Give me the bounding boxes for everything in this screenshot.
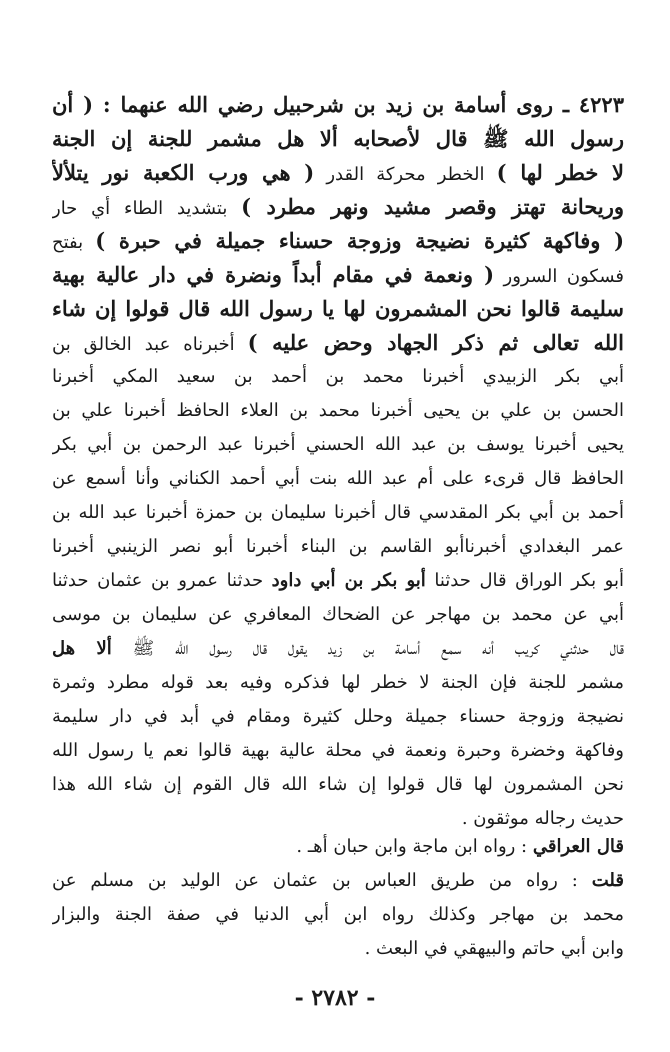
text-segment: الحسن بن علي بن يحيى أخبرنا محمد بن العلاء الحافظ أخبرنا علي بن xyxy=(52,400,624,421)
text-line xyxy=(52,598,624,632)
text-line xyxy=(52,190,624,224)
bold-segment: سليمة قالوا نحن المشمرون لها يا رسول الله قال قولوا إن شاء xyxy=(52,296,624,321)
text-line xyxy=(52,564,624,598)
text-segment: أخبرناه عبد الخالق بن xyxy=(52,334,248,355)
text-segment: وفاكهة وخضرة وحبرة ونعمة في محلة عالية بهية قالوا نعم يا رسول الله xyxy=(52,740,624,761)
text-segment: نضيجة وزوجة حسناء جميلة وحلل كثيرة ومقام في أبد في دار سليمة xyxy=(52,706,624,727)
bold-segment: لا خطر لها ) xyxy=(496,160,624,185)
commentary-block xyxy=(52,830,624,966)
text-segment: أبي بكر الزبيدي أخبرنا محمد بن أحمد بن سعيد المكي أخبرنا xyxy=(52,366,624,387)
text-line xyxy=(52,734,624,768)
bold-segment: الله تعالى ثم ذكر الجهاد وحض عليه ) xyxy=(247,330,624,355)
text-segment: الحافظ قال قرىء على أم عبد الله بنت أبي أحمد الكناني وأنا أسمع عن xyxy=(52,468,624,489)
text-line xyxy=(52,864,624,898)
bold-segment: قلت xyxy=(591,870,624,891)
text-line xyxy=(52,88,624,122)
text-line xyxy=(52,768,624,802)
text-segment: بفتح xyxy=(52,232,96,253)
text-line xyxy=(52,898,624,932)
text-segment: عمر البغدادي أخبرناأبو القاسم بن البناء أخبرنا أبو نصر الزينبي أخبرنا xyxy=(52,536,624,557)
text-line xyxy=(52,122,624,156)
text-line xyxy=(52,428,624,462)
text-segment: فسكون السرور xyxy=(494,266,624,287)
text-segment: الخطر محركة القدر xyxy=(314,164,497,185)
bold-segment: قال العراقي xyxy=(532,836,624,857)
bold-segment: ( وفاكهة كثيرة نضيجة وزوجة حسناء جميلة في حبرة ) xyxy=(95,228,624,253)
bold-segment: ألا هل xyxy=(52,638,112,659)
bold-segment: ( ونعمة في مقام أبداً ونضرة في دار عالية بهية xyxy=(52,262,495,287)
text-line xyxy=(52,632,624,666)
text-segment: أبو بكر الوراق قال حدثنا xyxy=(425,570,624,591)
bold-segment: ( هي ورب الكعبة نور يتلألأ xyxy=(52,160,315,185)
bold-segment: ٤٢٢٣ ـ روى أسامة بن زيد بن شرحبيل رضي الله عنهما : ( أن xyxy=(52,92,624,117)
text-line xyxy=(52,224,624,258)
text-segment: مشمر للجنة فإن الجنة لا خطر لها فذكره وفيه بعد قوله مطرد وثمرة xyxy=(52,672,624,693)
text-segment: حدثنا عمرو بن عثمان حدثنا xyxy=(52,570,272,591)
text-segment: نحن المشمرون لها قال قولوا إن شاء الله قال القوم إن شاء الله هذا xyxy=(52,774,624,795)
text-line xyxy=(52,530,624,564)
text-line xyxy=(52,830,624,864)
text-line xyxy=(52,666,624,700)
hadith-block xyxy=(52,88,624,836)
text-segment: وابن أبي حاتم والبيهقي في البعث . xyxy=(364,938,624,959)
text-segment: : رواه ابن ماجة وابن حبان أهـ . xyxy=(296,836,533,857)
bold-segment: أبو بكر بن أبي داود xyxy=(271,570,426,591)
page-number: - ٢٧٨٢ - xyxy=(294,985,376,1011)
text-line xyxy=(52,394,624,428)
text-segment: أحمد بن أبي بكر المقدسي قال أخبرنا سليمان بن حمزة أخبرنا عبد الله بن xyxy=(52,502,624,523)
text-line xyxy=(52,292,624,326)
text-line xyxy=(52,496,624,530)
text-line xyxy=(52,156,624,190)
text-line xyxy=(52,700,624,734)
text-line xyxy=(52,462,624,496)
text-segment: يحيى أخبرنا يوسف بن عبد الله الحسني أخبرنا عبد الرحمن بن أبي بكر xyxy=(52,434,624,455)
text-segment: : رواه من طريق العباس بن عثمان عن الوليد بن مسلم عن xyxy=(52,870,592,891)
text-segment: قال حدثني كريب أنه سمع أسامة بن زيد يقول قال رسول الله ﷺ xyxy=(111,638,624,659)
text-line xyxy=(52,360,624,394)
bold-segment: رسول الله ﷺ قال لأصحابه ألا هل مشمر للجنة إن الجنة xyxy=(52,126,624,151)
text-line xyxy=(52,932,624,966)
text-segment: بتشديد الطاء أي حار xyxy=(52,198,242,219)
text-segment: حديث رجاله موثقون . xyxy=(461,808,624,829)
text-segment: أبي عن محمد بن مهاجر عن الضحاك المعافري عن سليمان بن موسى xyxy=(52,604,624,625)
text-line xyxy=(52,258,624,292)
text-line xyxy=(52,326,624,360)
text-segment: محمد بن مهاجر وكذلك رواه ابن أبي الدنيا في صفة الجنة والبزار xyxy=(52,904,624,925)
bold-segment: وريحانة تهتز وقصر مشيد ونهر مطرد ) xyxy=(241,194,624,219)
